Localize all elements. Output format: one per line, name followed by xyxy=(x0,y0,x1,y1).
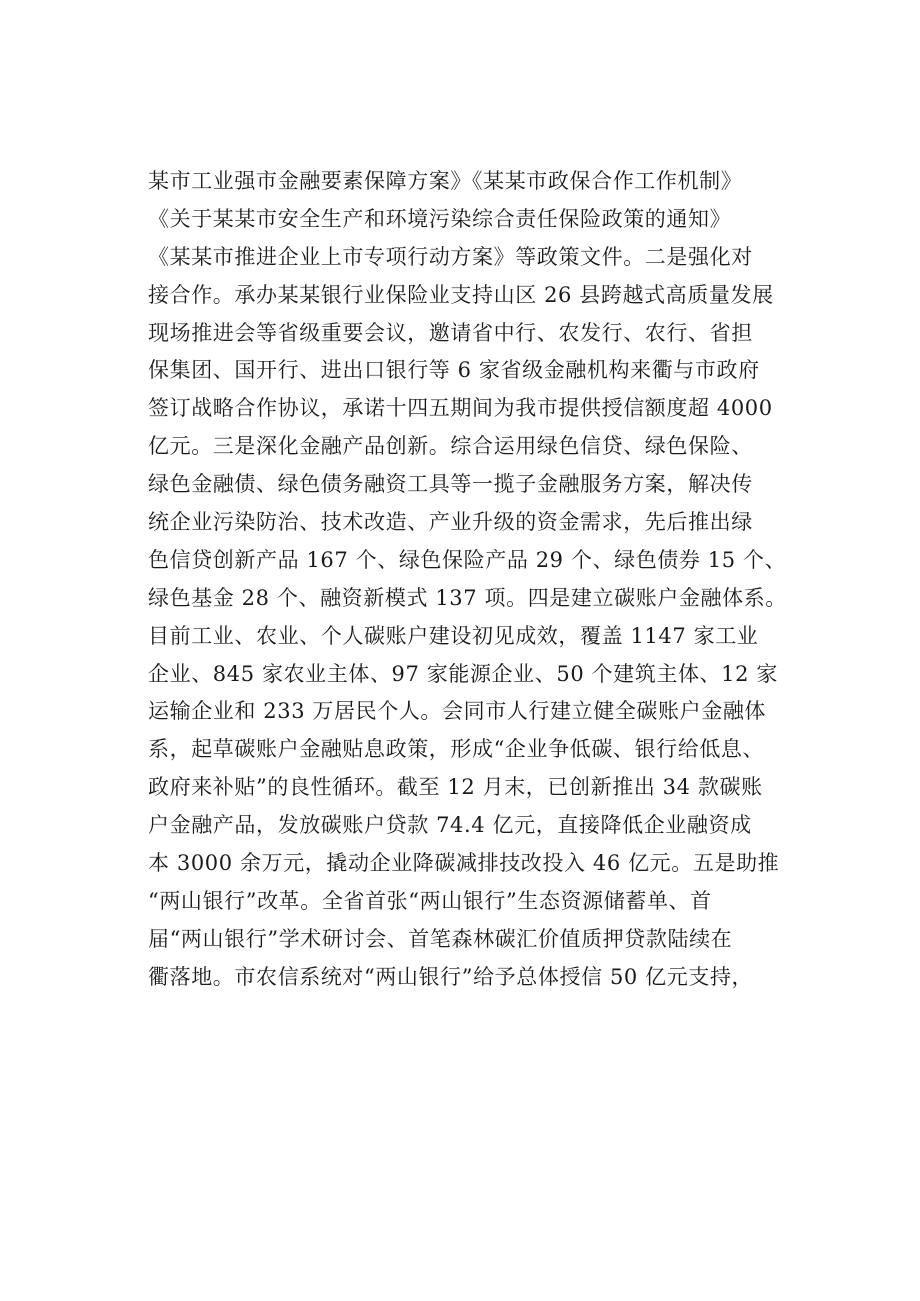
text-line: 届“两山银行”学术研讨会、首笔森林碳汇价值质押贷款陆续在 xyxy=(148,926,733,951)
body-text xyxy=(148,163,838,997)
text-line: 企业、845 家农业主体、97 家能源企业、50 个建筑主体、12 家 xyxy=(148,661,778,686)
text-line: 系，起草碳账户金融贴息政策，形成“企业争低碳、银行给低息、 xyxy=(148,737,765,762)
text-line: 统企业污染防治、技术改造、产业升级的资金需求，先后推出绿 xyxy=(148,510,753,535)
text-line: 户金融产品，发放碳账户贷款 74.4 亿元，直接降低企业融资成 xyxy=(148,813,752,838)
text-line: 色信贷创新产品 167 个、绿色保险产品 29 个、绿色债券 15 个、 xyxy=(148,547,787,572)
text-line: 本 3000 余万元，撬动企业降碳减排技改投入 46 亿元。五是助推 xyxy=(148,851,780,876)
text-line: 亿元。三是深化金融产品创新。综合运用绿色信贷、绿色保险、 xyxy=(148,434,753,459)
text-line: 接合作。承办某某银行业保险业支持山区 26 县跨越式高质量发展 xyxy=(148,282,774,307)
text-line: 保集团、国开行、进出口银行等 6 家省级金融机构来衢与市政府 xyxy=(148,358,760,383)
text-line: 目前工业、农业、个人碳账户建设初见成效，覆盖 1147 家工业 xyxy=(148,623,759,648)
text-line: 《关于某某市安全生产和环境污染综合责任保险政策的通知》 xyxy=(148,206,732,231)
text-line: 现场推进会等省级重要会议，邀请省中行、农发行、农行、省担 xyxy=(148,320,753,345)
text-line: 运输企业和 233 万居民个人。会同市人行建立健全碳账户金融体 xyxy=(148,699,767,724)
text-line: 政府来补贴”的良性循环。截至 12 月末，已创新推出 34 款碳账 xyxy=(148,775,763,800)
text-line: “两山银行”改革。全省首张“两山银行”生态资源储蓄单、首 xyxy=(148,888,712,913)
text-line: 签订战略合作协议，承诺十四五期间为我市提供授信额度超 4000 xyxy=(148,396,773,421)
text-line: 某市工业强市金融要素保障方案》《某某市政保合作工作机制》 xyxy=(148,169,743,193)
text-line: 衢落地。市农信系统对“两山银行”给予总体授信 50 亿元支持， xyxy=(148,964,754,989)
text-line: 绿色金融债、绿色债务融资工具等一揽子金融服务方案，解决传 xyxy=(148,472,753,497)
text-line: 《某某市推进企业上市专项行动方案》等政策文件。二是强化对 xyxy=(148,244,753,269)
text-line: 绿色基金 28 个、融资新模式 137 项。四是建立碳账户金融体系。 xyxy=(148,585,787,610)
